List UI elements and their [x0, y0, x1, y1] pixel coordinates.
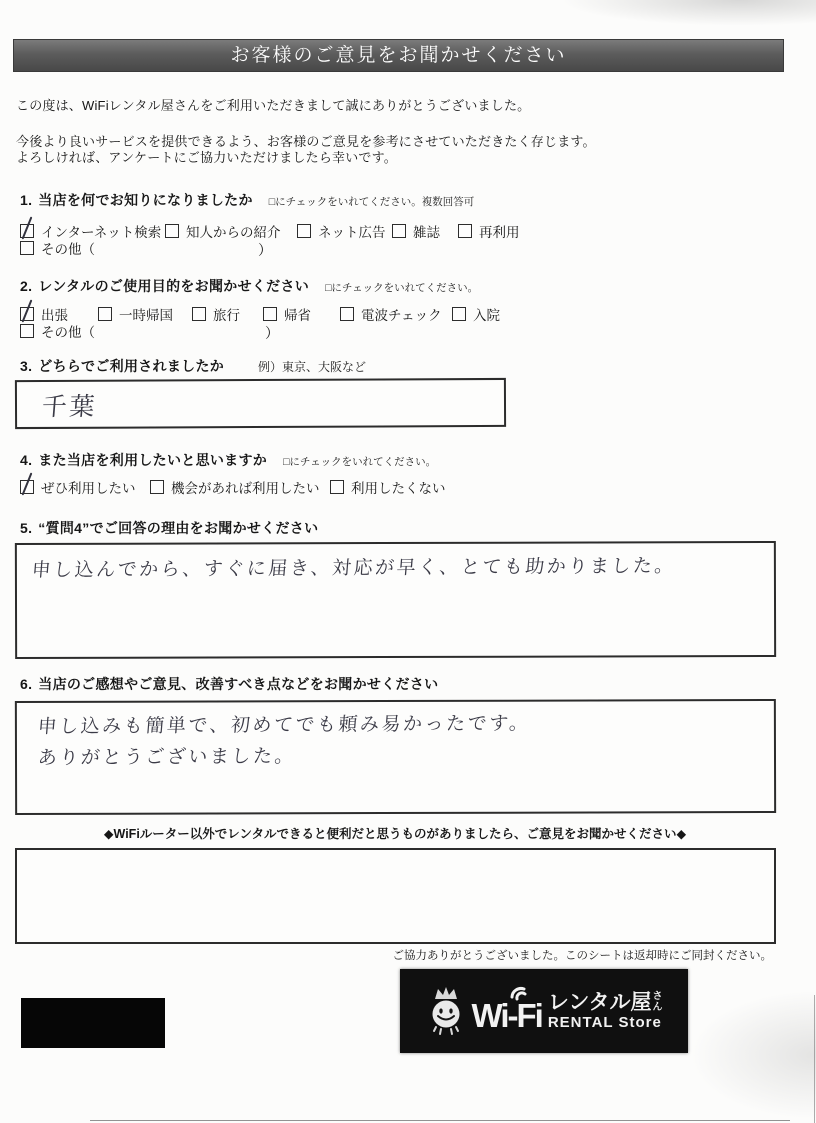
q4-header: [20, 450, 436, 470]
crown-mascot-icon: [426, 985, 466, 1037]
checkbox-checked-icon[interactable]: [20, 224, 34, 238]
page-title: お客様のご意見をお聞かせください: [13, 39, 784, 72]
q6-title: 当店のご感想やご意見、改善すべき点などをお聞かせください: [38, 676, 439, 692]
checkbox-icon[interactable]: [452, 307, 466, 321]
option-label: その他（: [41, 242, 95, 257]
logo-text-block: [548, 992, 663, 1030]
scan-noise-top-right: [560, 0, 816, 26]
q4-option-definitely-use[interactable]: [20, 477, 136, 497]
checkbox-icon[interactable]: [340, 307, 354, 321]
q3-hint: 例）東京、大阪など: [258, 360, 367, 374]
q5-handwritten-answer: 申し込んでから、すぐに届き、対応が早く、とても助かりました。: [30, 554, 677, 582]
q6-handwritten-answer-line-2: ありがとうございました。: [36, 745, 297, 769]
checkbox-icon[interactable]: [192, 307, 206, 321]
q2-option-hospitalization[interactable]: [452, 304, 500, 324]
scan-edge-bottom: [90, 1120, 790, 1121]
checkbox-checked-icon[interactable]: [20, 307, 34, 321]
q5-title: “質問4”でご回答の理由をお聞かせください: [38, 520, 319, 536]
checkbox-icon[interactable]: [263, 307, 277, 321]
q1-option-magazine[interactable]: [392, 221, 440, 241]
q2-option-temporary-return[interactable]: [98, 304, 173, 324]
checkbox-icon[interactable]: [20, 241, 34, 255]
checkbox-icon[interactable]: [98, 307, 112, 321]
checkbox-icon[interactable]: [330, 480, 344, 494]
q2-option-homecoming[interactable]: [263, 304, 311, 324]
option-label: インターネット検索: [41, 225, 162, 240]
redacted-area: [21, 998, 165, 1048]
option-label: 電波チェック: [361, 308, 442, 323]
extra-rental-ideas-prompt: ◆WiFiルーター以外でレンタルできると便利だと思うものがありましたら、ご意見をお聞かせください◆: [103, 827, 687, 841]
logo-english-name: RENTAL Store: [547, 1014, 662, 1031]
option-label: 利用したくない: [351, 481, 446, 496]
checkbox-icon[interactable]: [297, 224, 311, 238]
logo-jp-suffix: さ ん: [652, 991, 663, 1013]
option-label: 旅行: [213, 308, 240, 323]
logo-brand-text: Wi-Fi: [472, 991, 542, 1032]
footer-note: ご協力ありがとうございました。このシートは返却時にご同封ください。: [392, 950, 772, 962]
q2-option-other[interactable]: [20, 321, 95, 341]
checkbox-checked-icon[interactable]: [20, 480, 34, 494]
q3-number: 3.: [20, 358, 33, 374]
q2-header: [20, 276, 478, 296]
q1-option-referral[interactable]: [165, 221, 281, 241]
q1-hint: □にチェックをいれてください。複数回答可: [268, 196, 475, 208]
q2-option-travel[interactable]: [192, 304, 240, 324]
checkbox-icon[interactable]: [392, 224, 406, 238]
q6-number: 6.: [20, 676, 33, 692]
intro-line-3: よろしければ、アンケートにご協力いただけましたら幸いです。: [16, 150, 397, 165]
handwritten-check-mark: [22, 216, 33, 239]
q6-handwritten-answer-line-1: 申し込みも簡単で、初めてでも頼み易かったです。: [36, 712, 532, 738]
q2-option-signal-check[interactable]: [340, 304, 442, 324]
q6-header: [20, 674, 438, 694]
option-label: その他（: [41, 325, 95, 340]
q4-hint: □にチェックをいれてください。: [283, 456, 437, 468]
scan-edge-right: [814, 995, 815, 1123]
q4-number: 4.: [20, 452, 33, 468]
q1-header: [20, 190, 474, 210]
q2-hint: □にチェックをいれてください。: [325, 282, 479, 294]
option-label: 再利用: [479, 225, 520, 240]
option-label: ぜひ利用したい: [41, 481, 136, 496]
checkbox-icon[interactable]: [20, 324, 34, 338]
q4-option-not-use[interactable]: [330, 477, 446, 497]
q2-number: 2.: [20, 278, 33, 294]
logo-jp-main: レンタル屋: [547, 991, 652, 1014]
intro-line-2: 今後より良いサービスを提供できるよう、お客様のご意見を参考にさせていただきたく存じます。: [16, 134, 596, 149]
q3-title: どちらでご利用されましたか: [38, 358, 225, 374]
q1-option-net-ad[interactable]: [297, 221, 386, 241]
q4-option-use-if-chance[interactable]: [150, 477, 320, 497]
scan-noise-right: [690, 990, 816, 1120]
wifi-signal-icon: [508, 983, 534, 1001]
q1-title: 当店を何でお知りになりましたか: [38, 192, 253, 208]
option-label: 機会があれば利用したい: [171, 481, 320, 496]
q1-option-reuse[interactable]: [458, 221, 520, 241]
q5-number: 5.: [20, 520, 33, 536]
q1-other-close-paren: ）: [258, 242, 272, 258]
checkbox-icon[interactable]: [150, 480, 164, 494]
option-label: 知人からの紹介: [186, 225, 281, 240]
q5-header: [20, 518, 318, 538]
wifi-rental-store-logo: [400, 969, 688, 1053]
intro-line-1: この度は、WiFiレンタル屋さんをご利用いただきまして誠にありがとうございました。: [16, 98, 531, 113]
option-label: ネット広告: [318, 225, 386, 240]
extra-answer-box[interactable]: [15, 848, 776, 944]
q2-title: レンタルのご使用目的をお聞かせください: [38, 278, 310, 294]
checkbox-icon[interactable]: [458, 224, 472, 238]
option-label: 入院: [473, 308, 500, 323]
handwritten-check-mark: [22, 299, 33, 322]
q3-handwritten-answer: 千葉: [40, 391, 99, 422]
checkbox-icon[interactable]: [165, 224, 179, 238]
option-label: 雑誌: [413, 225, 440, 240]
option-label: 帰省: [284, 308, 311, 323]
q4-title: また当店を利用したいと思いますか: [38, 452, 268, 468]
q1-option-other[interactable]: [20, 238, 95, 258]
handwritten-check-mark: [22, 472, 33, 495]
option-label: 出張: [41, 308, 68, 323]
option-label: 一時帰国: [119, 308, 173, 323]
logo-japanese-name: [548, 992, 663, 1013]
q1-number: 1.: [20, 192, 33, 208]
q2-other-close-paren: ）: [265, 325, 279, 341]
q3-header: [20, 356, 366, 376]
